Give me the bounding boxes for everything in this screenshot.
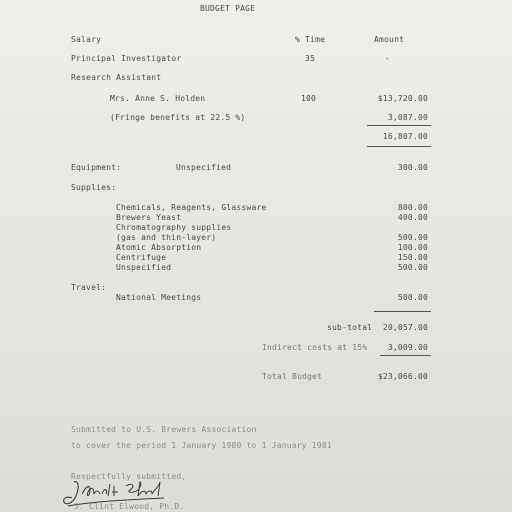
ra-name: Mrs. Anne S. Holden: [110, 94, 206, 103]
travel-desc: National Meetings: [116, 293, 202, 302]
subtotal-value: 20,057.00: [382, 323, 428, 332]
equipment-amount: 300.00: [397, 163, 428, 172]
time-header: % Time: [295, 35, 326, 44]
total-label: Total Budget: [262, 372, 323, 381]
supply-item-name: Centrifuge: [116, 253, 167, 262]
supply-item-amount: 500.00: [397, 263, 428, 272]
indirect-label: Indirect costs at 15%: [262, 343, 368, 352]
supply-item-amount: 100.00: [397, 243, 428, 252]
subtotal-label: sub-total: [327, 323, 373, 332]
supply-item-name: Brewers Yeast: [116, 213, 182, 222]
supply-item-name: Chemicals, Reagents, Glassware: [116, 203, 267, 212]
signatory-name: J. Clint Elwood, Ph.D.: [74, 502, 185, 511]
supply-item-name: Unspecified: [116, 263, 172, 272]
pi-label: Principal Investigator: [71, 54, 182, 63]
fringe-amount: 3,087.00: [387, 113, 428, 122]
fringe-label: (Fringe benefits at 22.5 %): [110, 113, 246, 122]
indirect-value: 3,009.00: [387, 343, 428, 352]
supply-item-amount: 400.00: [397, 213, 428, 222]
closing-line: Respectfully submitted,: [71, 472, 187, 481]
ra-amount: $13,720.00: [377, 94, 428, 103]
pi-time: 35: [305, 54, 316, 63]
submission-line-2: to cover the period 1 January 1980 to 1 January 1981: [71, 441, 332, 450]
pi-amount: -: [385, 54, 391, 63]
supply-item-name: (gas and thin-layer): [116, 233, 217, 242]
amount-header: Amount: [374, 35, 405, 44]
page-title: BUDGET PAGE: [200, 4, 256, 13]
total-value: $23,066.00: [377, 372, 428, 381]
rule-travel: [374, 311, 431, 312]
submission-line-1: Submitted to U.S. Brewers Association: [71, 425, 257, 434]
salary-header: Salary: [71, 35, 102, 44]
ra-label: Research Assistant: [71, 73, 162, 82]
personnel-subtotal: 16,807.00: [382, 132, 428, 141]
equipment-label: Equipment:: [71, 163, 122, 172]
rule-personnel-total: [367, 146, 431, 147]
supply-item-amount: 500.00: [397, 233, 428, 242]
rule-indirect: [380, 355, 431, 356]
supply-item-name: Atomic Absorption: [116, 243, 202, 252]
travel-amount: 500.00: [397, 293, 428, 302]
ra-time: 100: [301, 94, 317, 103]
supply-item-amount: 150.00: [397, 253, 428, 262]
travel-label: Travel:: [71, 283, 107, 292]
supplies-label: Supplies:: [71, 183, 117, 192]
equipment-desc: Unspecified: [176, 163, 232, 172]
supply-item-name: Chromatography supplies: [116, 223, 232, 232]
rule-personnel: [367, 125, 431, 126]
supply-item-amount: 800.00: [397, 203, 428, 212]
